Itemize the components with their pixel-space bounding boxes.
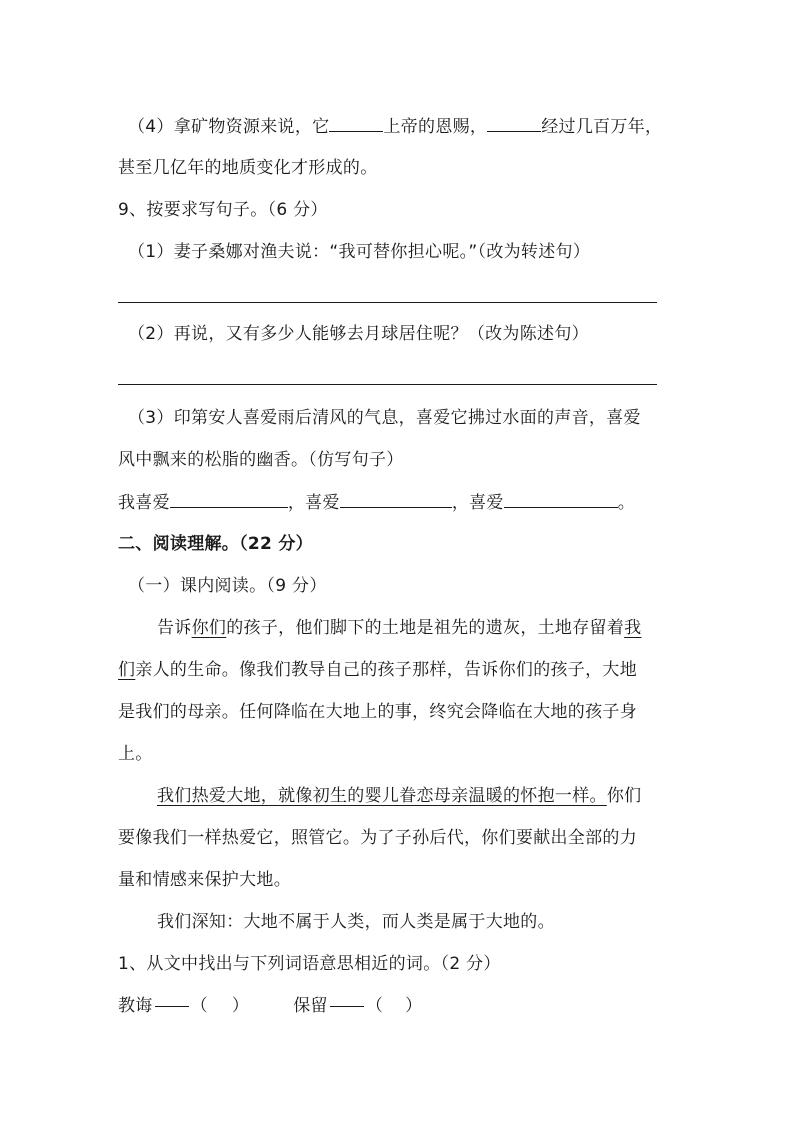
q9-s2: （2）再说，又有多少人能够去月球居住呢？（改为陈述句） — [128, 324, 589, 344]
q9-s2-answer-line[interactable] — [118, 384, 657, 385]
passage-p2-line3: 量和情感来保护大地。 — [118, 870, 291, 890]
q1-title: 1、从文中找出与下列词语意思相近的词。（2 分） — [118, 954, 501, 974]
section2-part1: （一）课内阅读。（9 分） — [128, 576, 327, 596]
passage-underlined-word: 我 — [624, 618, 642, 638]
q8-4-blank-2[interactable] — [487, 114, 541, 132]
q9-s1-answer-line[interactable] — [118, 302, 657, 303]
q8-4-text-b: 上帝的恩赐， — [383, 117, 488, 137]
q9-s1: （1）妻子桑娜对渔夫说：“我可替你担心呢。”（改为转述句） — [128, 242, 591, 262]
q1-words — [118, 994, 422, 1018]
q1-paren-close-2: ） — [405, 996, 423, 1016]
passage-p1-line2 — [118, 658, 637, 682]
passage-text: 你们 — [606, 786, 642, 806]
q9-s3-fill-a: 我喜爱 — [118, 493, 170, 513]
q8-4-line2: 甚至几亿年的地质变化才形成的。 — [118, 158, 378, 178]
q1-dash-1 — [155, 1006, 189, 1007]
q1-word-2: 保留 — [293, 996, 328, 1016]
q1-dash-2 — [330, 1006, 364, 1007]
passage-underlined-sentence: 我们热爱大地，就像初生的婴儿眷恋母亲温暖的怀抱一样。 — [157, 786, 607, 806]
passage-underlined-word: 们 — [118, 660, 136, 680]
passage-underlined-word: 你们 — [191, 618, 227, 638]
q9-s3-line1: （3）印第安人喜爱雨后清风的气息，喜爱它拂过水面的声音，喜爱 — [128, 408, 641, 428]
q9-title: 9、按要求写句子。（6 分） — [118, 200, 328, 220]
q9-s3-fill-c: ，喜爱 — [451, 493, 504, 513]
passage-p1-line3: 是我们的母亲。任何降临在大地上的事，终究会降临在大地的孩子身 — [118, 702, 637, 722]
q8-4-text-a: （4）拿矿物资源来说，它 — [128, 117, 330, 137]
passage-text: 的孩子，他们脚下的土地是祖先的遗灰，土地存留着 — [226, 618, 625, 638]
passage-text: 亲人的生命。像我们教导自己的孩子那样，告诉你们的孩子，大地 — [135, 660, 638, 680]
q9-s3-fill-b: ，喜爱 — [287, 493, 340, 513]
section2-title: 二、阅读理解。（22 分） — [118, 534, 313, 554]
q1-word-1: 教诲 — [118, 996, 153, 1016]
passage-p1-line1 — [157, 616, 641, 640]
passage-text: 告诉 — [157, 618, 192, 638]
q1-paren-open-2: （ — [365, 996, 384, 1016]
q8-4-text-c: 经过几百万年， — [541, 117, 663, 137]
q8-4-blank-1[interactable] — [329, 114, 383, 132]
passage-p2-line1 — [157, 784, 641, 808]
q9-s3-line2: 风中飘来的松脂的幽香。（仿写句子） — [118, 450, 404, 470]
q9-s3-fill-d: 。 — [617, 493, 636, 513]
q8-4-line1 — [128, 114, 662, 139]
q1-paren-close-1: ） — [231, 996, 250, 1016]
q9-s3-fill — [118, 490, 635, 515]
q1-paren-open-1: （ — [190, 996, 208, 1016]
passage-p3: 我们深知：大地不属于人类，而人类是属于大地的。 — [157, 912, 555, 932]
passage-p1-line4: 上。 — [118, 744, 153, 764]
q9-s3-blank-2[interactable] — [340, 490, 452, 508]
passage-p2-line2: 要像我们一样热爱它，照管它。为了子孙后代，你们要献出全部的力 — [118, 828, 637, 848]
q9-s3-blank-1[interactable] — [170, 490, 288, 508]
q9-s3-blank-3[interactable] — [504, 490, 618, 508]
